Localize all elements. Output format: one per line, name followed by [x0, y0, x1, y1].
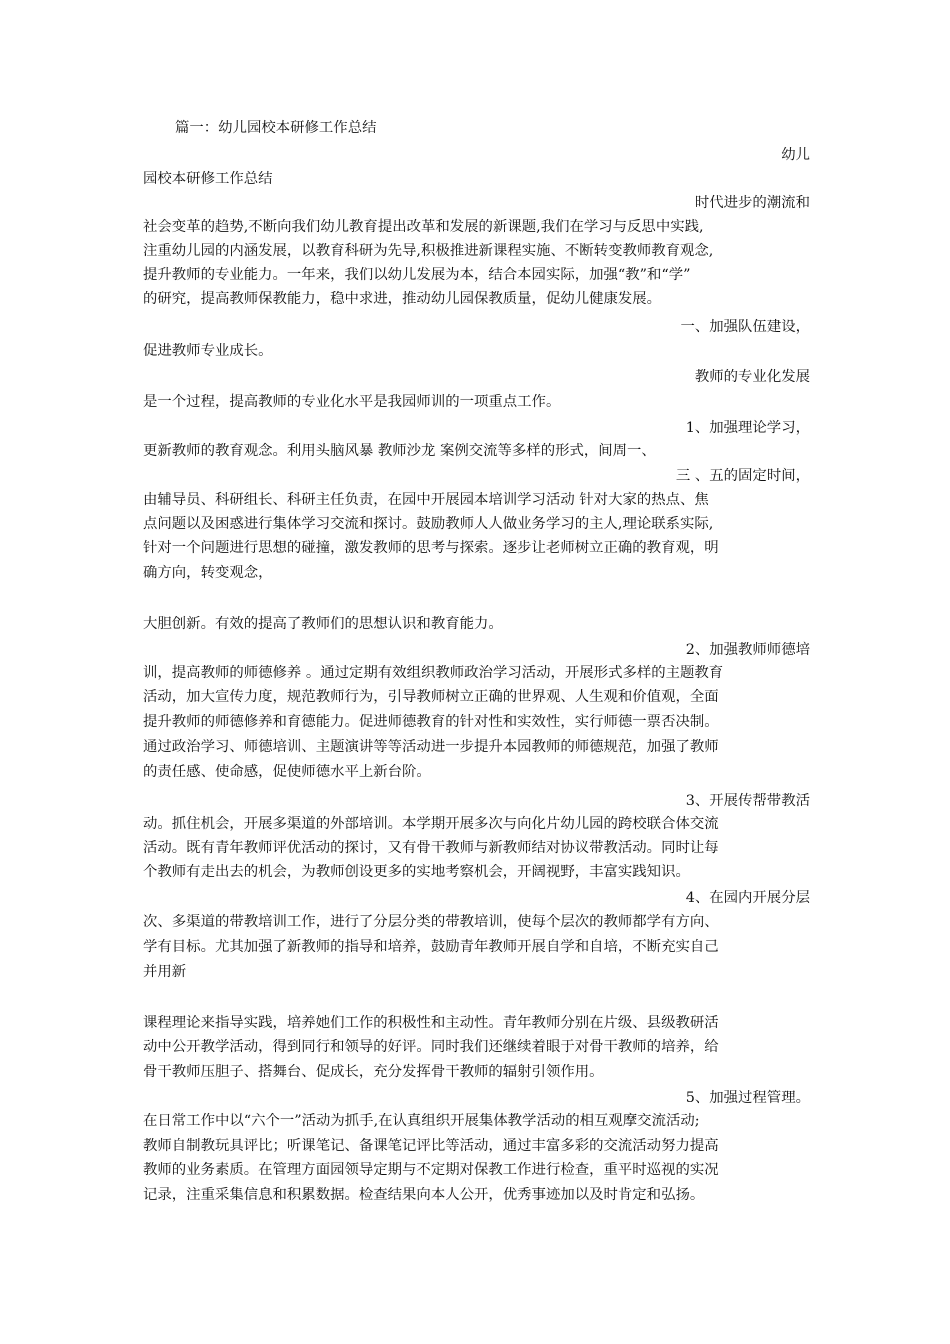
text-line: 活动。既有青年教师评优活动的探讨，又有骨干教师与新教师结对协议带教活动。同时让每 [143, 840, 719, 856]
text-line: 动中公开教学活动，得到同行和领导的好评。同时我们还继续着眼于对骨干教师的培养，给 [143, 1039, 719, 1055]
text-line: 提升教师的专业能力。一年来，我们以幼儿发展为本，结合本园实际，加强“教”和“学” [143, 267, 691, 283]
text-line: 社会变革的趋势,不断向我们幼儿教育提出改革和发展的新课题,我们在学习与反思中实践, [143, 219, 704, 235]
text-line: 骨干教师压胆子、搭舞台、促成长，充分发挥骨干教师的辐射引领作用。 [143, 1064, 604, 1080]
text-line: 教师的业务素质。在管理方面园领导定期与不定期对保教工作进行检查，重平时巡视的实况 [143, 1162, 719, 1178]
text-line: 记录，注重采集信息和积累数据。检查结果向本人公开，优秀事迹加以及时肯定和弘扬。 [143, 1187, 705, 1203]
section-heading: 一、加强队伍建设， [680, 319, 810, 335]
text-line: 教师的专业化发展 [694, 369, 810, 385]
subheading: 4、在园内开展分层 [685, 890, 810, 906]
text-line: 点问题以及困惑进行集体学习交流和探讨。鼓励教师人人做业务学习的主人,理论联系实际, [143, 516, 714, 532]
text-line: 确方向，转变观念， [143, 565, 273, 581]
text-line: 学有目标。尤其加强了新教师的指导和培养，鼓励青年教师开展自学和自培，不断充实自己 [143, 939, 719, 955]
text-line: 时代进步的潮流和 [694, 195, 810, 211]
text-line: 并用新 [143, 964, 187, 980]
text-line: 通过政治学习、师德培训、主题演讲等等活动进一步提升本园教师的师德规范，加强了教师 [143, 739, 719, 755]
text-line: 教师自制教玩具评比；听课笔记、备课笔记评比等活动，通过丰富多彩的交流活动努力提高 [143, 1138, 719, 1154]
text-line: 三 、五的固定时间， [675, 468, 810, 484]
text-line: 是一个过程，提高教师的专业化水平是我园师训的一项重点工作。 [143, 394, 561, 410]
text-line: 次、多渠道的带教培训工作，进行了分层分类的带教培训，使每个层次的教师都学有方向、 [143, 914, 719, 930]
text-line: 针对一个问题进行思想的碰撞，激发教师的思考与探索。逐步让老师树立正确的教育观，明 [143, 540, 719, 556]
text-line: 幼儿 [781, 147, 810, 163]
text-line: 训，提高教师的师德修养 。通过定期有效组织教师政治学习活动，开展形式多样的主题教育 [143, 665, 724, 681]
text-line: 由辅导员、科研组长、科研主任负责，在园中开展园本培训学习活动 针对大家的热点、焦 [143, 492, 709, 508]
text-line: 更新教师的教育观念。利用头脑风暴 教师沙龙 案例交流等多样的形式，间周一、 [143, 443, 656, 459]
subheading: 2、加强教师师德培 [685, 642, 810, 658]
text-line: 注重幼儿园的内涵发展，以教育科研为先导,积极推进新课程实施、不断转变教师教育观念, [143, 243, 714, 259]
subheading: 1、加强理论学习， [685, 420, 810, 436]
section-heading-cont: 促进教师专业成长。 [143, 343, 273, 359]
text-line: 大胆创新。有效的提高了教师们的思想认识和教育能力。 [143, 616, 503, 632]
text-line: 园校本研修工作总结 [143, 171, 273, 187]
text-line: 个教师有走出去的机会，为教师创设更多的实地考察机会，开阔视野，丰富实践知识。 [143, 864, 690, 880]
text-line: 在日常工作中以“六个一”活动为抓手,在认真组织开展集体教学活动的相互观摩交流活动; [143, 1113, 700, 1129]
subheading: 5、加强过程管理。 [685, 1090, 810, 1106]
document-title: 篇一：幼儿园校本研修工作总结 [175, 120, 377, 136]
text-line: 课程理论来指导实践，培养她们工作的积极性和主动性。青年教师分别在片级、县级教研活 [143, 1015, 719, 1031]
text-line: 动。抓住机会，开展多渠道的外部培训。本学期开展多次与向化片幼儿园的跨校联合体交流 [143, 816, 719, 832]
text-line: 的研究，提高教师保教能力，稳中求进，推动幼儿园保教质量，促幼儿健康发展。 [143, 291, 662, 307]
text-line: 活动，加大宣传力度，规范教师行为，引导教师树立正确的世界观、人生观和价值观，全面 [143, 689, 719, 705]
text-line: 提升教师的师德修养和育德能力。促进师德教育的针对性和实效性，实行师德一票否决制。 [143, 714, 719, 730]
subheading: 3、开展传帮带教活 [685, 793, 810, 809]
text-line: 的责任感、使命感，促使师德水平上新台阶。 [143, 764, 431, 780]
